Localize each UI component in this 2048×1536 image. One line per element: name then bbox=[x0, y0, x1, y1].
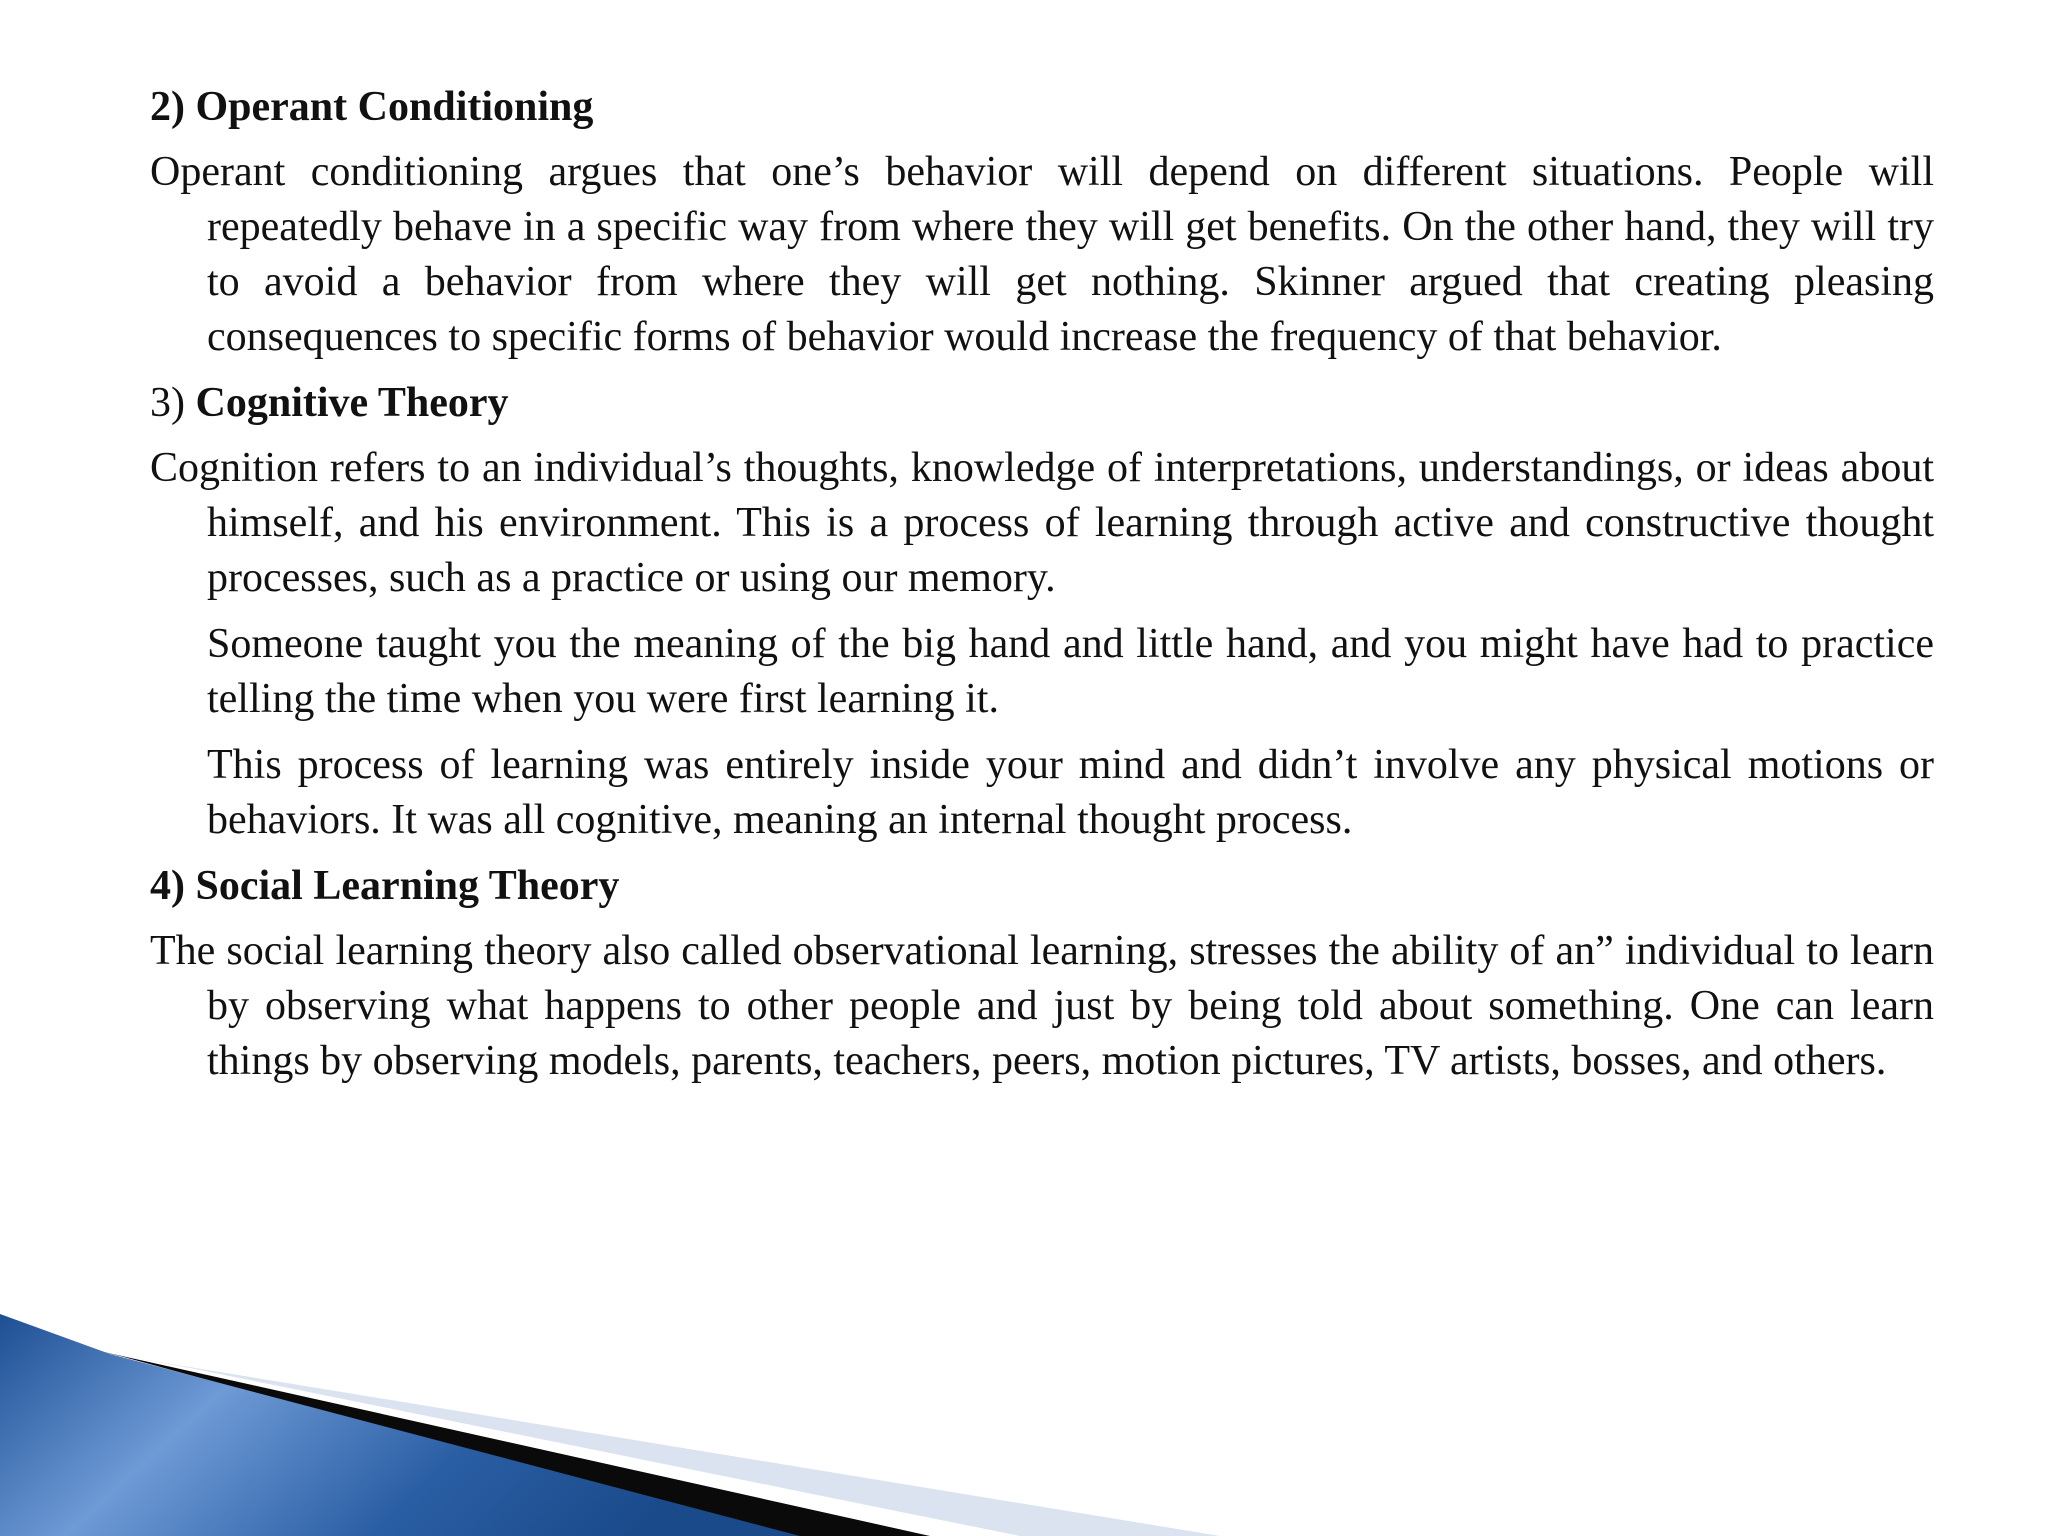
operant-heading: 2) Operant Conditioning bbox=[150, 84, 594, 130]
cognitive-paragraph-2: Someone taught you the meaning of the big hand and little hand, and you might have had to practice telling the time when you were first learning it. bbox=[207, 621, 1934, 722]
cognitive-paragraph-3: This process of learning was entirely inside your mind and didn’t involve any physical motions or behaviors. It was all cognitive, meaning an internal thought process. bbox=[207, 742, 1934, 843]
cognitive-heading-number: 3) bbox=[150, 380, 196, 426]
cognitive-heading-title: Cognitive Theory bbox=[195, 380, 509, 426]
cognitive-paragraph-1: Cognition refers to an individual’s thoughts, knowledge of interpretations, understandings, or ideas about himself, and his environment. This is a process of learning through active and constructive thought processes, such as a practice or using our memory. bbox=[150, 445, 1934, 601]
social-heading: 4) Social Learning Theory bbox=[150, 863, 620, 909]
slide-content bbox=[150, 80, 1934, 1100]
cognitive-heading bbox=[150, 376, 1934, 430]
operant-paragraph: Operant conditioning argues that one’s behavior will depend on different situations. People will repeatedly behave in a specific way from where they will get benefits. On the other hand, they will try to avoid a behavior from where they will get nothing. Skinner argued that creating pleasing consequences to specific forms of behavior would increase the frequency of that behavior. bbox=[150, 149, 1934, 360]
slide-decoration bbox=[0, 1276, 2048, 1536]
social-paragraph: The social learning theory also called observational learning, stresses the ability of an” individual to learn by observing what happens to other people and just by being told about something. One can learn things by observing models, parents, teachers, peers, motion pictures, TV artists, bosses, and others. bbox=[150, 928, 1934, 1084]
